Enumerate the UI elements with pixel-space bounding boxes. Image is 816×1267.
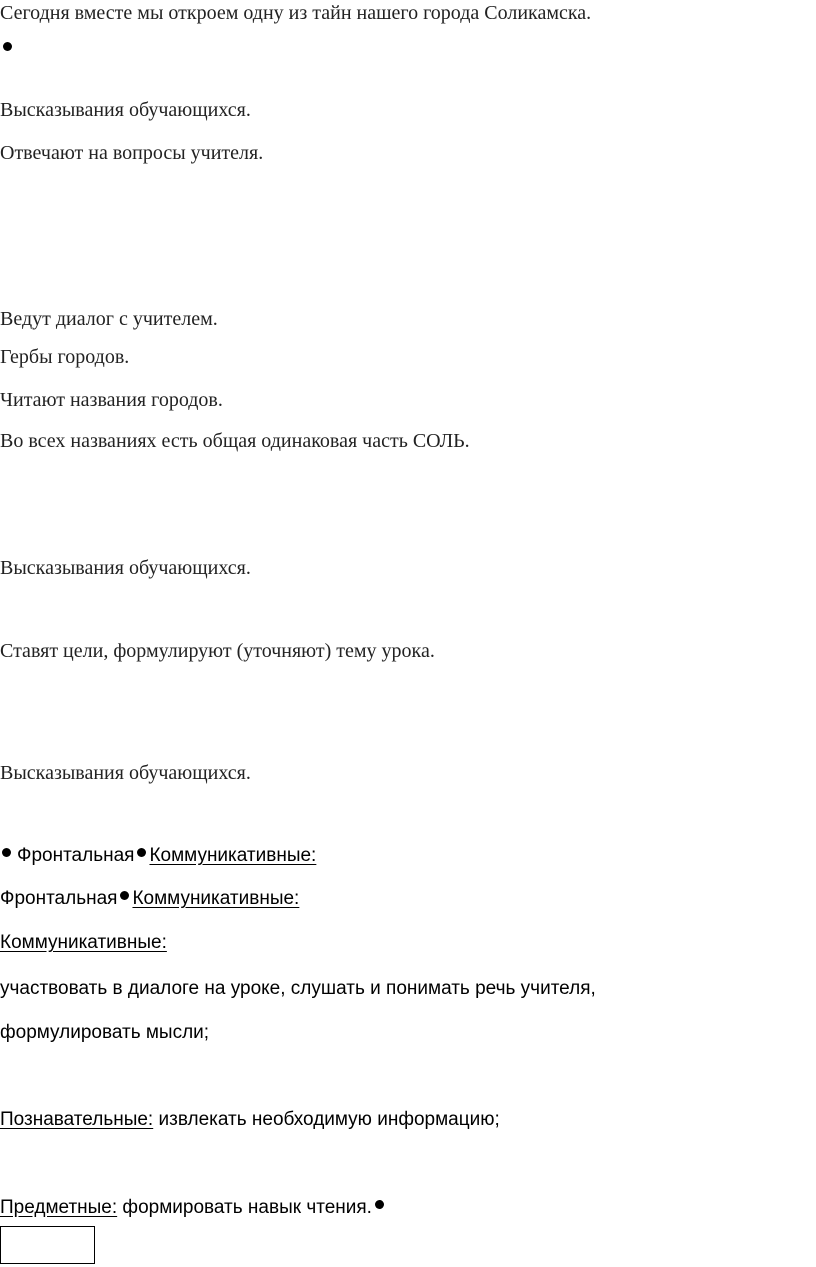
empty-table-cell	[0, 1226, 95, 1264]
answers-questions: Отвечают на вопросы учителя.	[0, 142, 264, 164]
bullet-icon	[2, 848, 11, 857]
subject-text: формировать навык чтения.	[117, 1197, 372, 1218]
dialogue-with-teacher: Ведут диалог с учителем.	[0, 308, 218, 330]
bullet-icon	[3, 42, 12, 51]
frontal-label: Фронтальная	[0, 888, 118, 909]
bullet-icon	[137, 848, 146, 857]
communicative-label: Коммуникативные:	[132, 888, 300, 909]
communicative-heading: Коммуникативные:	[0, 932, 167, 953]
city-coats-of-arms: Гербы городов.	[0, 346, 130, 368]
cognitive-text: извлекать необходимую информацию;	[153, 1109, 500, 1130]
cognitive-row	[0, 1109, 500, 1131]
common-part-sol: Во всех названиях есть общая одинаковая часть СОЛЬ.	[0, 430, 470, 452]
communicative-skill-line-2: формулировать мысли;	[0, 1022, 210, 1043]
subject-label: Предметные:	[0, 1197, 118, 1218]
read-city-names: Читают названия городов.	[0, 389, 223, 411]
forms-row-2	[0, 888, 299, 910]
set-goals: Ставят цели, формулируют (уточняют) тему урока.	[0, 640, 435, 662]
bullet-icon	[375, 1200, 384, 1209]
bullet-marker	[0, 42, 15, 60]
subject-row	[0, 1197, 387, 1219]
intro-text: Сегодня вместе мы откроем одну из тайн нашего города Соликамска.	[0, 2, 592, 24]
communicative-label: Коммуникативные:	[149, 845, 317, 866]
student-statements-3: Высказывания обучающихся.	[0, 762, 251, 784]
frontal-label: Фронтальная	[17, 845, 135, 866]
student-statements-1: Высказывания обучающихся.	[0, 99, 251, 121]
bullet-icon	[120, 891, 129, 900]
cognitive-label: Познавательные:	[0, 1109, 154, 1130]
forms-row-1	[0, 845, 316, 867]
communicative-skill-line-1: участвовать в диалоге на уроке, слушать и понимать речь учителя,	[0, 978, 596, 999]
student-statements-2: Высказывания обучающихся.	[0, 557, 251, 579]
